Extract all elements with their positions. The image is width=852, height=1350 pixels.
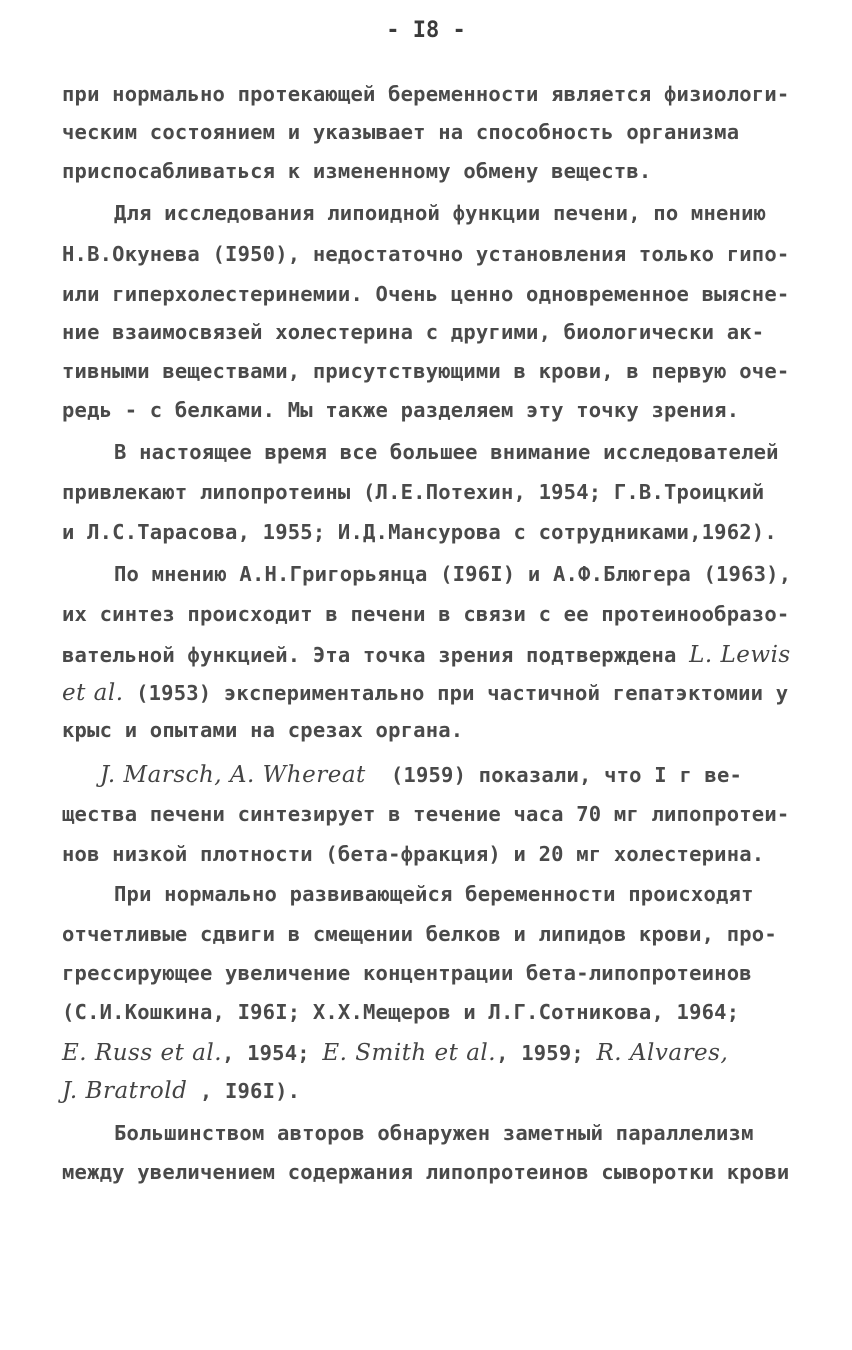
typed-text: грессирующее увеличение концентрации бета-липопротеинов [62, 961, 752, 985]
typed-text: , 1959; [496, 1041, 597, 1065]
text-line [62, 282, 789, 306]
handwritten-citation: L. Lewis [689, 642, 791, 668]
text-line [114, 201, 766, 225]
text-line [62, 82, 789, 106]
typed-text: и Л.С.Тарасова, 1955; И.Д.Мансурова с сотрудниками,1962). [62, 520, 777, 544]
typed-text: их синтез происходит в печени в связи с ее протеинообразо- [62, 602, 790, 626]
typed-text: между увеличением содержания липопротеинов сыворотки крови [62, 1160, 790, 1184]
text-line [114, 1121, 754, 1145]
text-line [62, 242, 789, 266]
text-line [114, 882, 754, 906]
typed-text: при нормально протекающей беременности является физиологи- [62, 82, 790, 106]
typed-text: (1959) показали, что I г ве- [365, 763, 743, 787]
text-line [62, 359, 789, 383]
text-line [62, 1078, 300, 1104]
typed-text: приспосабливаться к измененному обмену веществ. [62, 159, 652, 183]
typed-text: При нормально развивающейся беременности происходят [114, 882, 754, 906]
text-line [62, 602, 789, 626]
text-line [62, 842, 764, 866]
text-line [62, 520, 777, 544]
typed-text: или гиперхолестеринемии. Очень ценно одновременное выясне- [62, 282, 790, 306]
text-line [62, 1000, 739, 1024]
text-line [62, 480, 764, 504]
typed-text: Большинством авторов обнаружен заметный параллелизм [114, 1121, 754, 1145]
text-line [62, 718, 463, 742]
typed-text: отчетливые сдвиги в смещении белков и липидов крови, про- [62, 922, 777, 946]
typed-text: По мнению А.Н.Григорьянца (I96I) и А.Ф.Блюгера (1963), [114, 562, 792, 586]
handwritten-citation: J. Bratrold [62, 1078, 188, 1104]
typed-text: крыс и опытами на срезах органа. [62, 718, 464, 742]
typed-text: щества печени синтезирует в течение часа 70 мг липопротеи- [62, 802, 790, 826]
text-line [114, 440, 779, 464]
handwritten-citation: E. Smith et al. [322, 1040, 497, 1066]
typed-text: нов низкой плотности (бета-фракция) и 20 мг холестерина. [62, 842, 765, 866]
typed-text: ческим состоянием и указывает на способность организма [62, 120, 740, 144]
typed-text: В настоящее время все большее внимание исследователей [114, 440, 779, 464]
text-line [62, 159, 651, 183]
handwritten-citation: R. Alvares, [596, 1040, 729, 1066]
text-line [62, 398, 739, 422]
text-line [62, 1040, 728, 1066]
text-line [62, 320, 764, 344]
handwritten-citation: et al. [62, 680, 124, 706]
typed-text: вательной функцией. Эта точка зрения подтверждена [62, 643, 690, 667]
typed-text: тивными веществами, присутствующими в крови, в первую оче- [62, 359, 790, 383]
text-line [62, 642, 791, 668]
typed-text: редь - с белками. Мы также разделяем эту точку зрения. [62, 398, 740, 422]
text-line [62, 802, 789, 826]
typed-text: (1953) экспериментально при частичной гепатэктомии у [123, 681, 789, 705]
typed-text: Для исследования липоидной функции печени, по мнению [114, 201, 767, 225]
typed-text: , 1954; [222, 1041, 323, 1065]
page-number: - I8 - [386, 18, 466, 43]
typed-text: , I96I). [187, 1079, 301, 1103]
typed-text: привлекают липопротеины (Л.Е.Потехин, 1954; Г.В.Троицкий [62, 480, 765, 504]
text-line [62, 120, 739, 144]
text-line [62, 1160, 789, 1184]
handwritten-citation: E. Russ et al. [62, 1040, 223, 1066]
text-line [62, 961, 752, 985]
handwritten-citation: J. Marsch, A. Whereat [100, 762, 366, 788]
text-line [100, 762, 742, 788]
text-line [62, 922, 777, 946]
typed-text: ние взаимосвязей холестерина с другими, биологически ак- [62, 320, 765, 344]
text-line [114, 562, 791, 586]
text-line [62, 680, 788, 706]
typed-text: Н.В.Окунева (I950), недостаточно установления только гипо- [62, 242, 790, 266]
typed-text: (С.И.Кошкина, I96I; Х.Х.Мещеров и Л.Г.Сотникова, 1964; [62, 1000, 740, 1024]
